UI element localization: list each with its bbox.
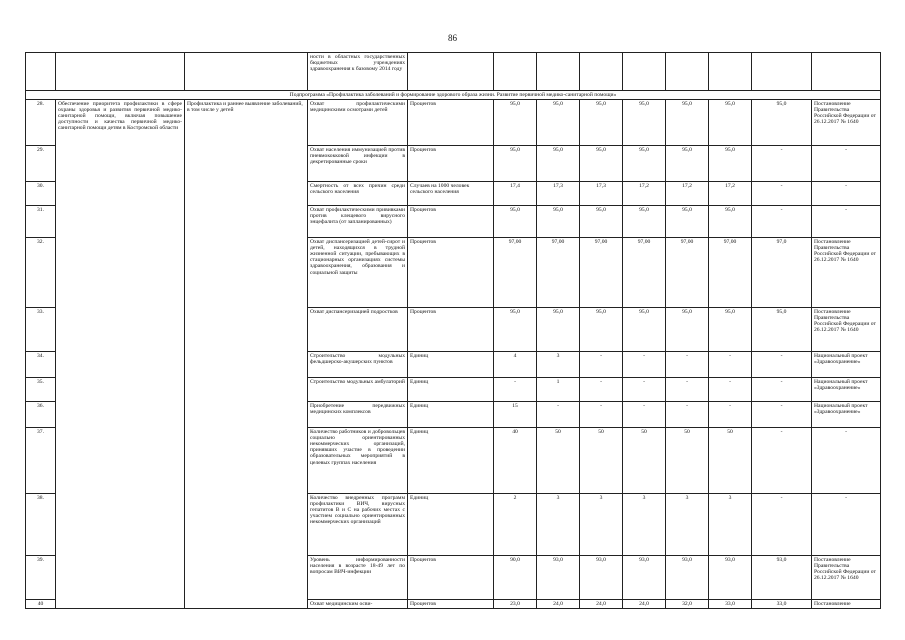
value-cell: 95,0 <box>709 100 752 146</box>
value-cell: - <box>623 402 666 428</box>
cell-empty <box>752 53 812 91</box>
row-number: 31. <box>26 206 56 238</box>
unit-cell: Процентов <box>408 556 494 600</box>
value-cell: 50 <box>709 428 752 494</box>
source-cell: - <box>812 146 881 182</box>
source-cell: Постановление Правительства Российской Федерации от 26.12.2017 № 1640 <box>812 556 881 600</box>
value-cell: 17,2 <box>709 182 752 206</box>
value-cell: 97,00 <box>666 238 709 308</box>
indicator-name: Количество внедренных программ профилактики ВИЧ, вирусных гепатитов В и С на рабочих местах с участием социально ориентированных некоммерческих организаций <box>308 494 408 556</box>
value-cell: 24,0 <box>623 600 666 609</box>
unit-cell: Процентов <box>408 100 494 146</box>
cell-empty <box>709 53 752 91</box>
row-number: 40 <box>26 600 56 609</box>
value-cell: 32,0 <box>666 600 709 609</box>
row-number: 33. <box>26 308 56 352</box>
source-cell: Национальный проект «Здравоохранение» <box>812 402 881 428</box>
value-cell: 3 <box>537 352 580 378</box>
value-cell: 95,0 <box>666 308 709 352</box>
row-number: 38. <box>26 494 56 556</box>
value-cell: 17,4 <box>494 182 537 206</box>
value-cell: 97,00 <box>580 238 623 308</box>
source-cell: Постановление Правительства Российской Федерации от 26.12.2017 № 1640 <box>812 100 881 146</box>
value-cell: 3 <box>623 494 666 556</box>
unit-cell: Единиц <box>408 352 494 378</box>
row-number: 32. <box>26 238 56 308</box>
source-cell: Национальный проект «Здравоохранение» <box>812 378 881 402</box>
value-cell: 33,0 <box>752 600 812 609</box>
value-cell: - <box>752 352 812 378</box>
cell-empty <box>623 53 666 91</box>
unit-cell: Процентов <box>408 308 494 352</box>
value-cell: 95,0 <box>537 146 580 182</box>
value-cell: 95,0 <box>666 206 709 238</box>
value-cell: - <box>537 402 580 428</box>
indicators-table <box>25 52 881 609</box>
value-cell: 24,0 <box>580 600 623 609</box>
unit-cell: Единиц <box>408 402 494 428</box>
unit-cell: Процентов <box>408 238 494 308</box>
source-cell: Постановление <box>812 600 881 609</box>
value-cell: - <box>752 206 812 238</box>
value-cell: - <box>623 352 666 378</box>
indicator-name: Смертность от всех причин среди сельского населения <box>308 182 408 206</box>
cell-empty <box>812 53 881 91</box>
indicator-name: Охват профилактическими прививками против клещевого вирусного энцефалита (от запланированных) <box>308 206 408 238</box>
value-cell: 40 <box>494 428 537 494</box>
unit-cell: Процентов <box>408 206 494 238</box>
value-cell: 95,0 <box>709 146 752 182</box>
value-cell: 97,00 <box>494 238 537 308</box>
value-cell: 95,0 <box>580 146 623 182</box>
value-cell: 93,0 <box>709 556 752 600</box>
value-cell: 23,0 <box>494 600 537 609</box>
value-cell: 95,0 <box>537 308 580 352</box>
value-cell: 93,0 <box>666 556 709 600</box>
value-cell: - <box>709 352 752 378</box>
source-cell: Постановление Правительства Российской Федерации от 26.12.2017 № 1640 <box>812 238 881 308</box>
cell-empty <box>26 53 56 91</box>
indicator-name: Охват диспансеризацией подростков <box>308 308 408 352</box>
value-cell: 93,0 <box>537 556 580 600</box>
indicator-name: Уровень информированности населения в возрасте 18-49 лет по вопросам ВИЧ-инфекции <box>308 556 408 600</box>
value-cell: 95,0 <box>623 100 666 146</box>
value-cell: 3 <box>580 494 623 556</box>
unit-cell: Единиц <box>408 378 494 402</box>
value-cell: 90,0 <box>494 556 537 600</box>
source-cell: Постановление Правительства Российской Федерации от 26.12.2017 № 1640 <box>812 308 881 352</box>
value-cell: 17,2 <box>666 182 709 206</box>
value-cell: 2 <box>494 494 537 556</box>
row-number: 39. <box>26 556 56 600</box>
value-cell: 95,0 <box>494 100 537 146</box>
table-row <box>26 100 881 146</box>
value-cell: 4 <box>494 352 537 378</box>
task-cell: Обеспечение приоритета профилактики в сфере охраны здоровья и развития первичной медико-санитарной помощи, включая повышение доступности и качества первичной медико-санитарной помощи детям в Костромской области <box>56 100 185 609</box>
cell-empty <box>408 53 494 91</box>
value-cell: 95,0 <box>537 206 580 238</box>
value-cell: 97,00 <box>537 238 580 308</box>
source-cell: - <box>812 428 881 494</box>
value-cell: 97,00 <box>709 238 752 308</box>
value-cell: 95,0 <box>709 206 752 238</box>
value-cell: 95,0 <box>580 308 623 352</box>
unit-cell: Процентов <box>408 146 494 182</box>
value-cell: - <box>709 378 752 402</box>
cell-empty <box>537 53 580 91</box>
indicator-name: Строительство модульных фельдшерско-акушерских пунктов <box>308 352 408 378</box>
value-cell: 97,00 <box>623 238 666 308</box>
row-number: 34. <box>26 352 56 378</box>
value-cell: - <box>752 182 812 206</box>
value-cell: - <box>666 402 709 428</box>
indicator-name: Количество работников и добровольцев социально ориентированных некоммерческих организаций, принявших участие в проведении образовательных мероприятий в целевых группах населения <box>308 428 408 494</box>
continuation-row <box>26 53 881 91</box>
value-cell: 93,0 <box>580 556 623 600</box>
indicator-name: Приобретение передвижных медицинских комплексов <box>308 402 408 428</box>
value-cell: 33,0 <box>709 600 752 609</box>
indicator-name: Охват профилактическими медицинскими осмотрами детей <box>308 100 408 146</box>
value-cell: 1 <box>537 378 580 402</box>
value-cell: - <box>752 494 812 556</box>
value-cell: - <box>494 378 537 402</box>
unit-cell: Случаев на 1000 человек сельского населения <box>408 182 494 206</box>
row-number: 29. <box>26 146 56 182</box>
value-cell: 95,0 <box>537 100 580 146</box>
cell-empty <box>494 53 537 91</box>
subprogram-row <box>26 91 881 100</box>
value-cell: 95,0 <box>666 100 709 146</box>
value-cell: 17,2 <box>623 182 666 206</box>
value-cell: 95,0 <box>666 146 709 182</box>
indicator-name: Охват населения иммунизацией против пневмококковой инфекции в декретированные сроки <box>308 146 408 182</box>
row-number: 37. <box>26 428 56 494</box>
value-cell: 95,0 <box>494 146 537 182</box>
row-number: 35. <box>26 378 56 402</box>
value-cell: 24,0 <box>537 600 580 609</box>
value-cell: 95,0 <box>709 308 752 352</box>
source-cell: - <box>812 494 881 556</box>
unit-cell: Единиц <box>408 428 494 494</box>
cell-empty <box>580 53 623 91</box>
value-cell: - <box>752 146 812 182</box>
indicator-name: Строительство модульных амбулаторий <box>308 378 408 402</box>
indicator-name: Охват медицинским осви- <box>308 600 408 609</box>
event-cell: Профилактика и раннее выявление заболеваний, в том числе у детей <box>185 100 308 609</box>
value-cell: 95,0 <box>623 308 666 352</box>
unit-cell: Процентов <box>408 600 494 609</box>
value-cell: 95,0 <box>752 308 812 352</box>
row-number: 30. <box>26 182 56 206</box>
value-cell: 93,0 <box>623 556 666 600</box>
page-number: 86 <box>448 33 457 43</box>
value-cell: 95,0 <box>580 206 623 238</box>
value-cell: 3 <box>709 494 752 556</box>
value-cell: - <box>580 352 623 378</box>
value-cell: - <box>752 378 812 402</box>
value-cell: 95,0 <box>623 206 666 238</box>
subprogram-title: Подпрограмма «Профилактика заболеваний и формирование здорового образа жизни. Развитие первичной медико-санитарной помощи» <box>26 91 881 100</box>
value-cell: 50 <box>580 428 623 494</box>
value-cell: 95,0 <box>752 100 812 146</box>
value-cell: 97,0 <box>752 238 812 308</box>
value-cell: - <box>580 402 623 428</box>
value-cell: 95,0 <box>494 308 537 352</box>
value-cell: - <box>666 352 709 378</box>
value-cell: - <box>666 378 709 402</box>
value-cell: 17,3 <box>537 182 580 206</box>
cell-empty <box>56 53 185 91</box>
source-cell: - <box>812 182 881 206</box>
source-cell: - <box>812 206 881 238</box>
unit-cell: Единиц <box>408 494 494 556</box>
value-cell: 17,3 <box>580 182 623 206</box>
value-cell: 50 <box>537 428 580 494</box>
row-number: 36. <box>26 402 56 428</box>
value-cell: 3 <box>537 494 580 556</box>
cell-empty <box>185 53 308 91</box>
value-cell: 93,0 <box>752 556 812 600</box>
cell-empty <box>666 53 709 91</box>
value-cell: 50 <box>623 428 666 494</box>
value-cell: 3 <box>666 494 709 556</box>
value-cell: 95,0 <box>494 206 537 238</box>
value-cell: - <box>623 378 666 402</box>
indicator-name: Охват диспансеризацией детей-сирот и детей, находящихся в трудной жизненной ситуации, пребывающих в стационарных организациях системы здравоохранения, образования и социальной защиты <box>308 238 408 308</box>
value-cell: 50 <box>666 428 709 494</box>
value-cell: - <box>752 428 812 494</box>
value-cell: - <box>752 402 812 428</box>
value-cell: 15 <box>494 402 537 428</box>
continuation-text: ности в областных государственных бюджетных учреждениях здравоохранения к базовому 2014 году <box>308 53 408 91</box>
value-cell: 95,0 <box>580 100 623 146</box>
source-cell: Национальный проект «Здравоохранение» <box>812 352 881 378</box>
value-cell: - <box>580 378 623 402</box>
value-cell: - <box>709 402 752 428</box>
row-number: 28. <box>26 100 56 146</box>
value-cell: 95,0 <box>623 146 666 182</box>
